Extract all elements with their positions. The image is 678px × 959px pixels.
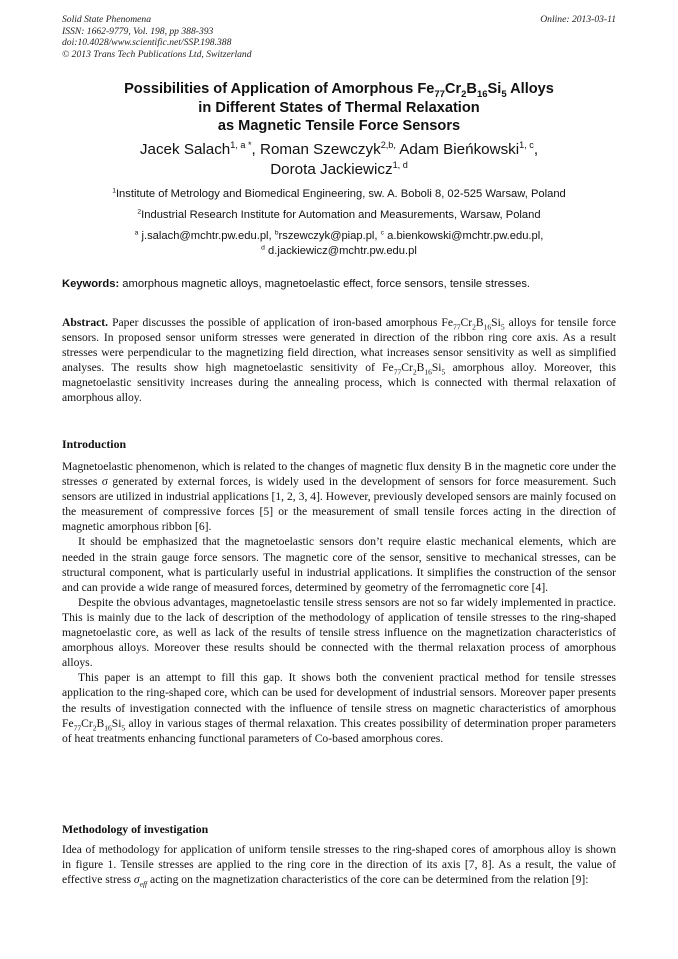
intro-paragraph-3: Despite the obvious advantages, magnetoelastic tensile stress sensors are not so far widely implemented in practice. This is mainly due to the lack of description of the methodology of application of tensile stresses to the ring-shaped magnetoelastic core, as well as lack of the results of tensile stress influence on the magnetization characteristics of amorphous alloys. Moreover these results should be connected with the thermal relaxation process of amorphous alloys. bbox=[62, 595, 616, 670]
sigma-symbol: σ bbox=[133, 873, 140, 887]
authors-line-1: Jacek Salach$^{1, a *}$, Roman Szewczyk$^{2,b,}$ Adam Bieńkowski$^{1, c}$, bbox=[139, 139, 539, 158]
intro-paragraph-1: Magnetoelastic phenomenon, which is related to the changes of magnetic flux density B in the magnetic core under the stresses σ generated by external forces, is widely used in the development of sensors for force measurement. Such sensors are utilized in industrial applications [1, 2, 3, 4]. However, previously developed sensors are mainly focused on the measurement of compressive forces [5] or the measurement of small tensile forces acting in the direction of magnetic amorphous ribbon [6]. bbox=[62, 460, 616, 534]
title-line-3: as Magnetic Tensile Force Sensors bbox=[217, 118, 461, 134]
keywords-text: amorphous magnetic alloys, magnetoelastic effect, force sensors, tensile stresses. bbox=[119, 278, 531, 290]
methodology-heading: Methodology of investigation bbox=[62, 822, 209, 836]
authors-line-2: Dorota Jackiewicz$^{1, d}$ bbox=[270, 159, 408, 178]
author-emails bbox=[62, 229, 616, 259]
keywords-label: Keywords: bbox=[62, 278, 120, 290]
issn-line: ISSN: 1662-9779, Vol. 198, pp 388-393 bbox=[62, 25, 214, 37]
abstract-label: Abstract. bbox=[62, 316, 109, 329]
introduction-body bbox=[62, 459, 616, 746]
abstract bbox=[62, 315, 616, 406]
introduction-heading: Introduction bbox=[62, 437, 127, 451]
affiliation-1: $^1$Institute of Metrology and Biomedical Engineering, sw. A. Boboli 8, 02-525 Warsaw, Poland bbox=[112, 187, 566, 200]
intro-paragraph-2: It should be emphasized that the magnetoelastic sensors don’t require elastic mechanical elements, which are needed in the strain gauge force sensors. The magnetic core of the sensor, sensitive to mechanical stresses, can be structural component, what is particularly useful in industrial applications. It simplifies the construction of the sensor and can provide a wide range of measured forces, determined by geometry of the ferromagnetic core [4]. bbox=[62, 535, 616, 594]
abstract-paragraph: Abstract. Paper discusses the possible of application of iron-based amorphous $Fe_{77}Cr_2B_{16}Si_5$ alloys for tensile force sensors. In proposed sensor uniform stresses were generated in direction of the ribbon ring core axis. As a result stresses were perpendicular to the magnetizing field direction, what increases sensor sensitivity as well as simplified analyses. The results show high magnetoelastic sensitivity of $Fe_{77}Cr_2B_{16}Si_5$ amorphous alloy. Moreover, this magnetoelastic sensitivity increases during the annealing process, which is connected with thermal relaxation of amorphous alloy. bbox=[62, 316, 616, 405]
paper-title bbox=[62, 80, 616, 136]
affiliation-2: $^2$Industrial Research Institute for Automation and Measurements, Warsaw, Poland bbox=[137, 208, 541, 221]
methodology-paragraph-1: Idea of methodology for application of uniform tensile stresses to the ring-shaped cores of amorphous alloy is shown in figure 1. Tensile stresses are applied to the ring core in the direction of its axis [7, 8]. As a result, the value of effective stress $\sigma_{eff}$ acting on the magnetization characteristics of the core can be determined from the relation [9]: bbox=[62, 843, 616, 889]
title-line-1: Possibilities of Application of Amorphous $Fe_{77}Cr_2B_{16}Si_5$ Alloys bbox=[124, 81, 554, 100]
title-line-2: in Different States of Thermal Relaxation bbox=[198, 99, 480, 116]
keywords bbox=[62, 277, 616, 291]
intro-paragraph-4: This paper is an attempt to fill this gap. It shows both the convenient practical method for tensile stresses application to the ring-shaped core, which can be used for development of industrial sensors. Moreover paper presents the results of investigation connected with the influence of tensile stress on magnetic characteristics of amorphous $Fe_{77}Cr_2B_{16}Si_5$ alloy in various stages of thermal relaxation. This creates possibility of determination proper parameters of heat treatments enhancing functional parameters of Co-based amorphous cores. bbox=[62, 671, 616, 745]
copyright-line: © 2013 Trans Tech Publications Ltd, Switzerland bbox=[62, 48, 252, 60]
emails-line-2: $^d$ d.jackiewicz@mchtr.pw.edu.pl bbox=[261, 244, 417, 257]
doi-line: doi:10.4028/www.scientific.net/SSP.198.388 bbox=[62, 37, 232, 49]
journal-name: Solid State Phenomena bbox=[62, 14, 151, 25]
journal-header bbox=[62, 14, 616, 60]
methodology-body bbox=[62, 842, 616, 887]
emails-line-1: $^a$ j.salach@mchtr.pw.edu.pl, $^b$rszewczyk@piap.pl, $^c$ a.bienkowski@mchtr.pw.edu.pl, bbox=[134, 229, 544, 242]
author-list bbox=[62, 140, 616, 179]
online-date: Online: 2013-03-11 bbox=[540, 14, 616, 25]
